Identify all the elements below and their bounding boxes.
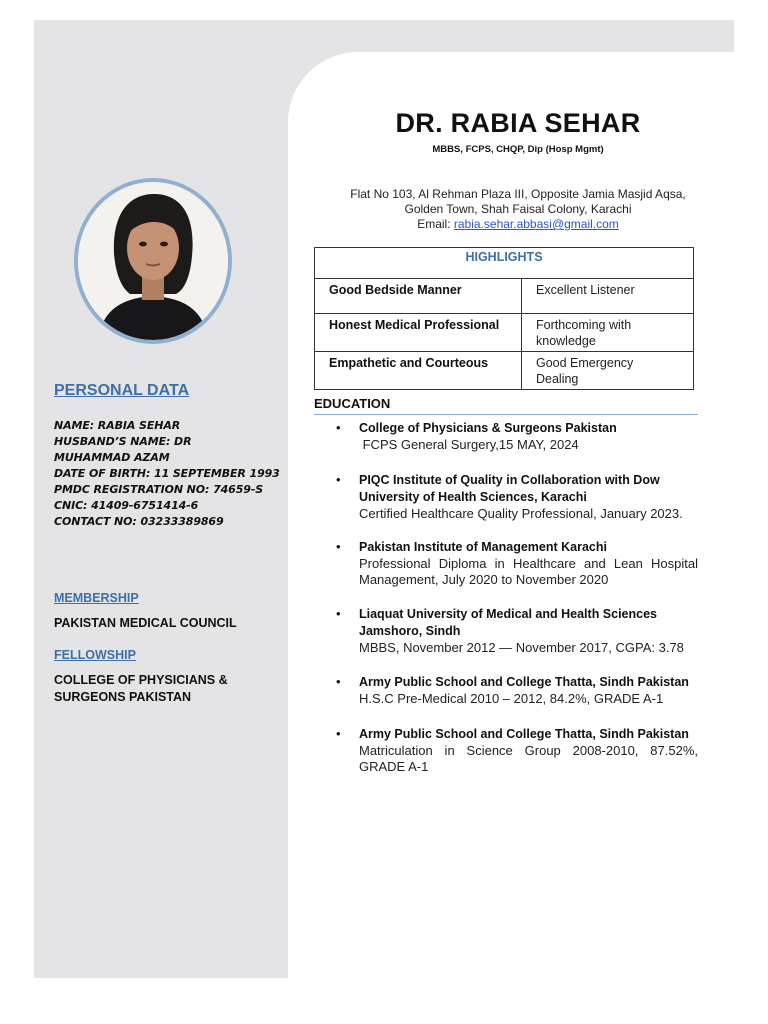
highlights-row xyxy=(315,279,694,314)
contact-address xyxy=(300,187,736,232)
fellowship-value: COLLEGE OF PHYSICIANS & SURGEONS PAKISTAN xyxy=(54,673,228,704)
highlights-row xyxy=(315,314,694,352)
highlight-cell: Empathetic and Courteous xyxy=(315,352,522,390)
portrait-illustration xyxy=(78,182,228,340)
address-line: Golden Town, Shah Faisal Colony, Karachi xyxy=(404,202,632,216)
list-item xyxy=(314,674,698,707)
personal-line: DATE OF BIRTH: 11 SEPTEMBER 1993 xyxy=(54,467,280,480)
list-item xyxy=(314,606,698,656)
email-line xyxy=(300,217,736,232)
personal-data-list xyxy=(54,418,280,530)
address-line: Flat No 103, Al Rehman Plaza III, Opposite Jamia Masjid Aqsa, xyxy=(350,187,686,201)
candidate-name: DR. RABIA SEHAR xyxy=(395,108,641,138)
highlights-table xyxy=(314,247,694,390)
personal-line: MUHAMMAD AZAM xyxy=(54,451,170,464)
education-institution: • Liaquat University of Medical and Health Sciences Jamshoro, Sindh xyxy=(359,607,658,638)
personal-line: PMDC REGISTRATION NO: 74659-S xyxy=(54,483,264,496)
membership-label: MEMBERSHIP xyxy=(54,591,139,605)
education-institution: • College of Physicians & Surgeons Pakistan xyxy=(359,421,617,435)
education-detail: H.S.C Pre-Medical 2010 – 2012, 84.2%, GRADE A-1 xyxy=(359,691,664,706)
education-institution: • Army Public School and College Thatta, Sindh Pakistan xyxy=(359,727,689,741)
education-detail: Certified Healthcare Quality Professional, January 2023. xyxy=(359,506,683,521)
education-heading: EDUCATION xyxy=(314,396,698,415)
personal-line: HUSBAND’S NAME: DR xyxy=(54,435,192,448)
highlight-cell: Good Bedside Manner xyxy=(315,279,522,314)
highlight-cell: Forthcoming with knowledge xyxy=(522,314,694,352)
education-detail: MBBS, November 2012 — November 2017, CGPA: 3.78 xyxy=(359,640,684,655)
education-institution: • PIQC Institute of Quality in Collaboration with Dow University of Health Sciences, Karachi xyxy=(359,473,660,504)
list-item xyxy=(314,539,698,588)
personal-line: CONTACT NO: 03233389869 xyxy=(54,515,224,528)
education-institution: • Army Public School and College Thatta, Sindh Pakistan xyxy=(359,675,689,689)
highlights-title: HIGHLIGHTS xyxy=(315,248,694,279)
highlights-row xyxy=(315,352,694,390)
personal-line: CNIC: 41409-6751414-6 xyxy=(54,499,199,512)
degrees: MBBS, FCPS, CHQP, Dip (Hosp Mgmt) xyxy=(432,144,604,155)
membership-value: PAKISTAN MEDICAL COUNCIL xyxy=(54,616,237,630)
highlight-cell: Honest Medical Professional xyxy=(315,314,522,352)
personal-line: NAME: RABIA SEHAR xyxy=(54,419,181,432)
education-list xyxy=(314,420,698,775)
education-detail: FCPS General Surgery,15 MAY, 2024 xyxy=(359,437,579,452)
list-item xyxy=(314,420,698,453)
list-item xyxy=(314,726,698,775)
education-detail: Matriculation in Science Group 2008-2010, 87.52%, GRADE A-1 xyxy=(359,743,698,774)
fellowship-label: FELLOWSHIP xyxy=(54,648,136,662)
highlight-cell: Good Emergency Dealing xyxy=(522,352,694,390)
personal-data-heading: PERSONAL DATA xyxy=(54,382,190,399)
highlights-header-row xyxy=(315,248,694,279)
highlight-cell: Excellent Listener xyxy=(522,279,694,314)
email-link[interactable]: rabia.sehar.abbasi@gmail.com xyxy=(453,217,619,231)
education-institution: • Pakistan Institute of Management Karachi xyxy=(359,540,607,554)
profile-photo xyxy=(74,178,232,344)
list-item xyxy=(314,472,698,522)
education-detail: Professional Diploma in Healthcare and Lean Hospital Management, July 2020 to November 2020 xyxy=(359,556,698,587)
email-label: Email: xyxy=(417,217,454,231)
